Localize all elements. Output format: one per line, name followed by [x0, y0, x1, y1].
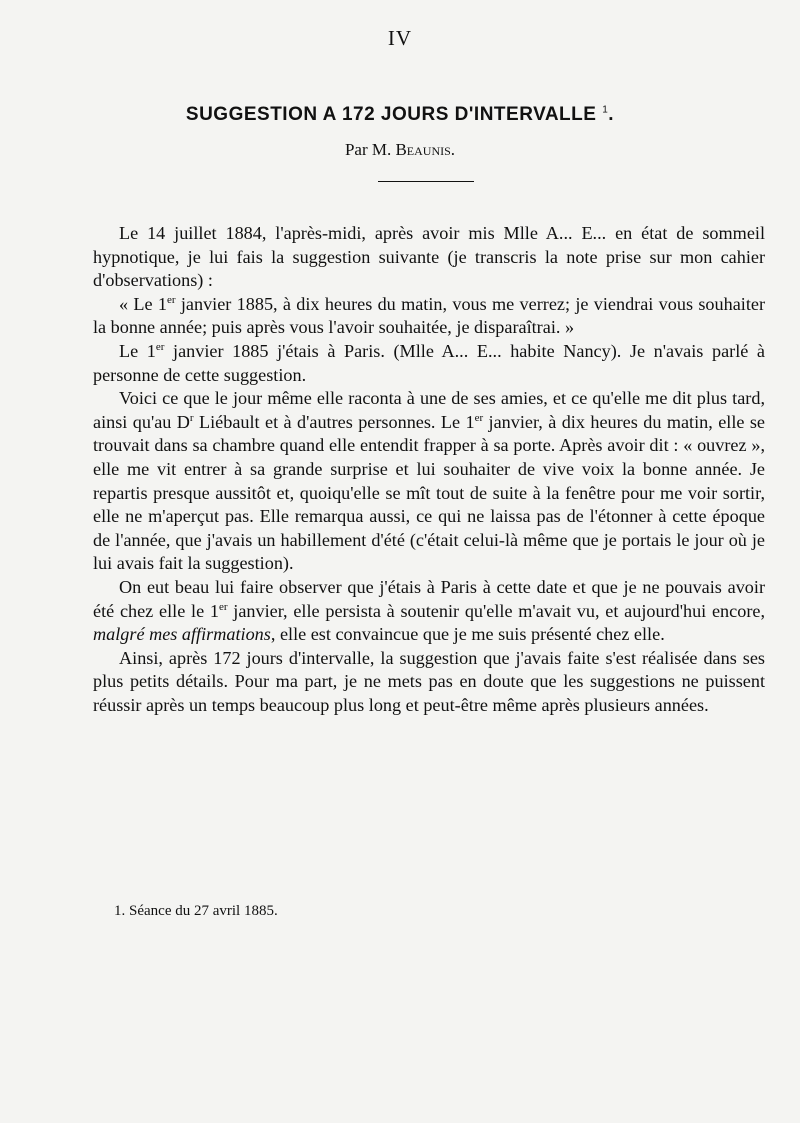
author-prefix: Par M. — [344, 140, 392, 159]
author-line — [0, 140, 800, 160]
title-footnote-mark: 1 — [602, 104, 609, 116]
paragraph-1: Le 14 juillet 1884, l'après-midi, après avoir mis Mlle A... E... en état de sommeil hypnotique, je lui fais la suggestion suivante (je transcris la note prise sur mon cahier d'observations) : — [93, 223, 765, 291]
paragraph-4-text-b: Liébault et à d'autres personnes. Le 1 — [193, 411, 475, 432]
article-body — [93, 222, 765, 717]
title-divider — [378, 181, 474, 182]
paragraph-2-sup: er — [167, 293, 176, 306]
paragraph-4-sup-2: er — [474, 411, 484, 424]
title-period: . — [608, 104, 615, 125]
paragraph-5-text-a: On eut beau lui faire observer que j'étais à Paris à cette date et que je ne pouvais avoir été chez elle le 1 — [93, 576, 765, 621]
paragraph-3-text-a: Le 1 — [119, 340, 156, 361]
chapter-number: IV — [387, 26, 413, 50]
footnote-number: 1. — [114, 903, 126, 919]
paragraph-5-emphasis: malgré mes affirmations — [93, 624, 271, 645]
paragraph-5-sup: er — [218, 600, 228, 613]
paragraph-3-sup: er — [155, 340, 165, 353]
paragraph-5 — [93, 576, 765, 647]
paragraph-2 — [93, 293, 765, 340]
article-title-text: SUGGESTION A 172 JOURS D'INTERVALLE — [185, 104, 597, 125]
article-title — [0, 104, 800, 126]
paragraph-3 — [93, 340, 765, 387]
footnote-text: Séance du 27 avril 1885. — [125, 903, 278, 919]
paragraph-5-text-c: , elle est convaincue que je me suis présenté chez elle. — [270, 624, 665, 645]
footnote — [114, 903, 754, 920]
author-name: Beaunis. — [395, 140, 456, 159]
paragraph-2-text-a: « Le 1 — [119, 293, 167, 314]
paragraph-2-text-b: janvier 1885, à dix heures du matin, vous me verrez; je viendrai vous souhaiter la bonne année; puis après vous l'avoir souhaitée, je disparaîtrai. » — [93, 293, 766, 338]
paragraph-4 — [93, 387, 765, 576]
paragraph-5-text-b: janvier, elle persista à soutenir qu'elle m'avait vu, et aujourd'hui encore, — [227, 600, 765, 621]
paragraph-6: Ainsi, après 172 jours d'intervalle, la suggestion que j'avais faite s'est réalisée dans ses plus petits détails. Pour ma part, je ne mets pas en doute que les suggestions ne puissent réussir après un temps beaucoup plus long et peut-être même après plusieurs années. — [93, 647, 765, 715]
paragraph-4-sup-1: r — [189, 411, 194, 424]
paragraph-3-text-b: janvier 1885 j'étais à Paris. (Mlle A... E... habite Nancy). Je n'avais parlé à personne de cette suggestion. — [93, 340, 765, 385]
paragraph-4-text-c: janvier, à dix heures du matin, elle se trouvait dans sa chambre quand elle entendit frapper à sa porte. Après avoir dit : « ouvrez », elle me vit entrer à sa grande surprise et lui souhaiter de vive voix la bonne année. Je repartis presque aussitôt et, quoiqu'elle se mît tout de suite à la fenêtre pour me voir sortir, elle ne m'aperçut pas. Elle remarqua aussi, ce qui ne laissa pas de l'étonner à cette époque de l'année, que j'avais un habillement d'été (c'était celui-là même que je portais le jour où je lui avais fait la suggestion). — [93, 411, 765, 574]
paragraph-4-text-a: Voici ce que le jour même elle raconta à une de ses amies, et ce qu'elle me dit plus tard, ainsi qu'au D — [93, 388, 765, 432]
